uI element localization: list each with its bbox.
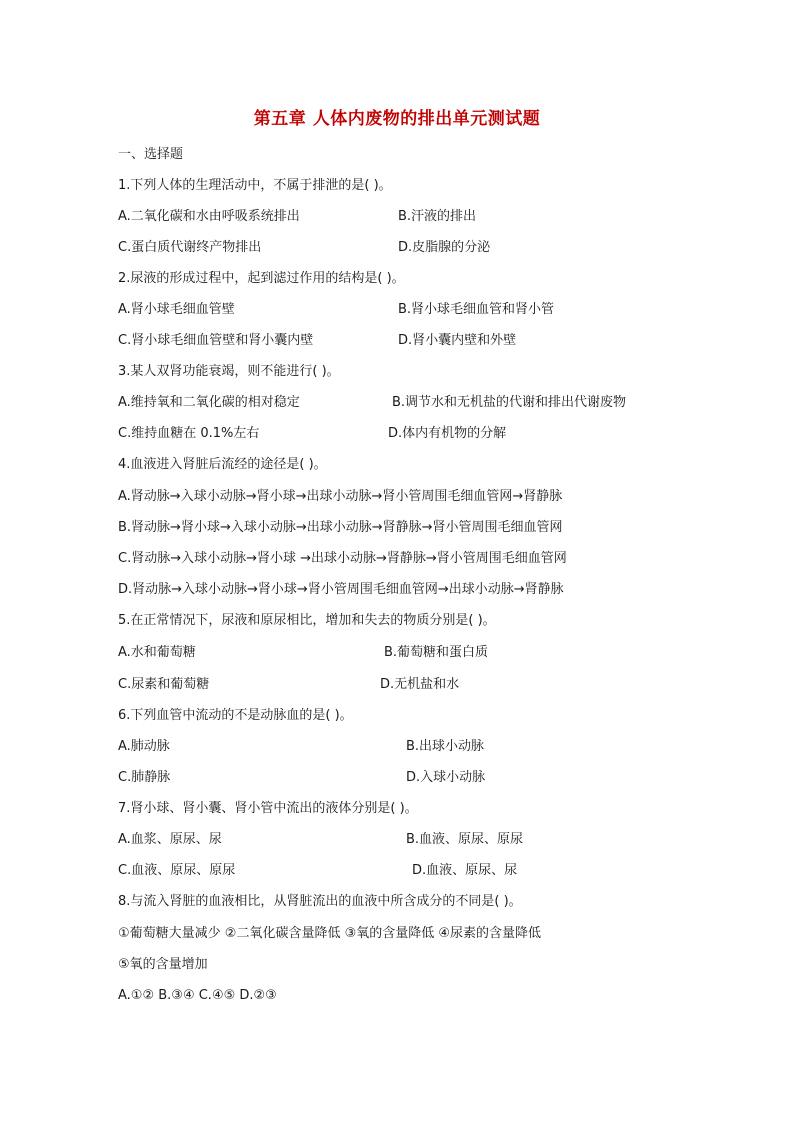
question-1-option-b: B.汗液的排出 <box>398 209 477 224</box>
question-2-option-b: B.肾小球毛细血管和肾小管 <box>398 302 555 317</box>
question-8-options: A.①② B.③④ C.④⑤ D.②③ <box>118 988 277 1003</box>
question-2-option-c: C.肾小球毛细血管壁和肾小囊内壁 <box>118 333 314 348</box>
question-4-option-c: C.肾动脉→入球小动脉→肾小球 →出球小动脉→肾静脉→肾小管周围毛细血管网 <box>118 551 567 566</box>
question-8-statements-line-2: ⑤氧的含量增加 <box>118 957 208 972</box>
section-heading: 一、选择题 <box>118 147 184 162</box>
question-3-option-c: C.维持血糖在 0.1%左右 <box>118 426 260 441</box>
question-4-option-b: B.肾动脉→肾小球→入球小动脉→出球小动脉→肾静脉→肾小管周围毛细血管网 <box>118 520 563 535</box>
question-7-option-c: C.血液、原尿、原尿 <box>118 863 236 878</box>
question-4-option-d: D.肾动脉→入球小动脉→肾小球→肾小管周围毛细血管网→出球小动脉→肾静脉 <box>118 582 564 597</box>
question-6-option-d: D.入球小动脉 <box>406 770 486 785</box>
question-6-option-b: B.出球小动脉 <box>406 739 485 754</box>
question-6-option-a: A.肺动脉 <box>118 739 170 754</box>
question-6-stem: 6.下列血管中流动的不是动脉血的是( )。 <box>118 708 353 723</box>
question-2-option-d: D.肾小囊内壁和外壁 <box>398 333 517 348</box>
question-7-option-a: A.血浆、原尿、尿 <box>118 832 222 847</box>
question-5-option-c: C.尿素和葡萄糖 <box>118 677 210 692</box>
question-5-option-d: D.无机盐和水 <box>380 677 460 692</box>
question-7-option-b: B.血液、原尿、原尿 <box>406 832 524 847</box>
question-7-option-d: D.血液、原尿、尿 <box>412 863 518 878</box>
question-1-stem: 1.下列人体的生理活动中，不属于排泄的是( )。 <box>118 178 392 193</box>
question-4-option-a: A.肾动脉→入球小动脉→肾小球→出球小动脉→肾小管周围毛细血管网→肾静脉 <box>118 489 563 504</box>
question-5-option-b: B.葡萄糖和蛋白质 <box>384 645 489 660</box>
question-4-stem: 4.血液进入肾脏后流经的途径是( )。 <box>118 457 327 472</box>
question-1-option-a: A.二氧化碳和水由呼吸系统排出 <box>118 209 300 224</box>
question-8-stem: 8.与流入肾脏的血液相比，从肾脏流出的血液中所含成分的不同是( )。 <box>118 894 522 909</box>
question-3-option-b: B.调节水和无机盐的代谢和排出代谢废物 <box>392 395 627 410</box>
question-5-option-a: A.水和葡萄糖 <box>118 645 196 660</box>
question-2-option-a: A.肾小球毛细血管壁 <box>118 302 235 317</box>
question-3-option-a: A.维持氧和二氧化碳的相对稳定 <box>118 395 300 410</box>
question-2-stem: 2.尿液的形成过程中，起到滤过作用的结构是( )。 <box>118 271 405 286</box>
question-5-stem: 5.在正常情况下，尿液和原尿相比，增加和失去的物质分别是( )。 <box>118 613 496 628</box>
question-1-option-c: C.蛋白质代谢终产物排出 <box>118 240 262 255</box>
question-3-option-d: D.体内有机物的分解 <box>388 426 507 441</box>
question-6-option-c: C.肺静脉 <box>118 770 171 785</box>
question-8-statements-line-1: ①葡萄糖大量减少 ②二氧化碳含量降低 ③氧的含量降低 ④尿素的含量降低 <box>118 926 542 941</box>
question-3-stem: 3.某人双肾功能衰竭，则不能进行( )。 <box>118 364 340 379</box>
question-1-option-d: D.皮脂腺的分泌 <box>398 240 491 255</box>
question-7-stem: 7.肾小球、肾小囊、肾小管中流出的液体分别是( )。 <box>118 801 418 816</box>
document-title: 第五章 人体内废物的排出单元测试题 <box>253 109 541 129</box>
